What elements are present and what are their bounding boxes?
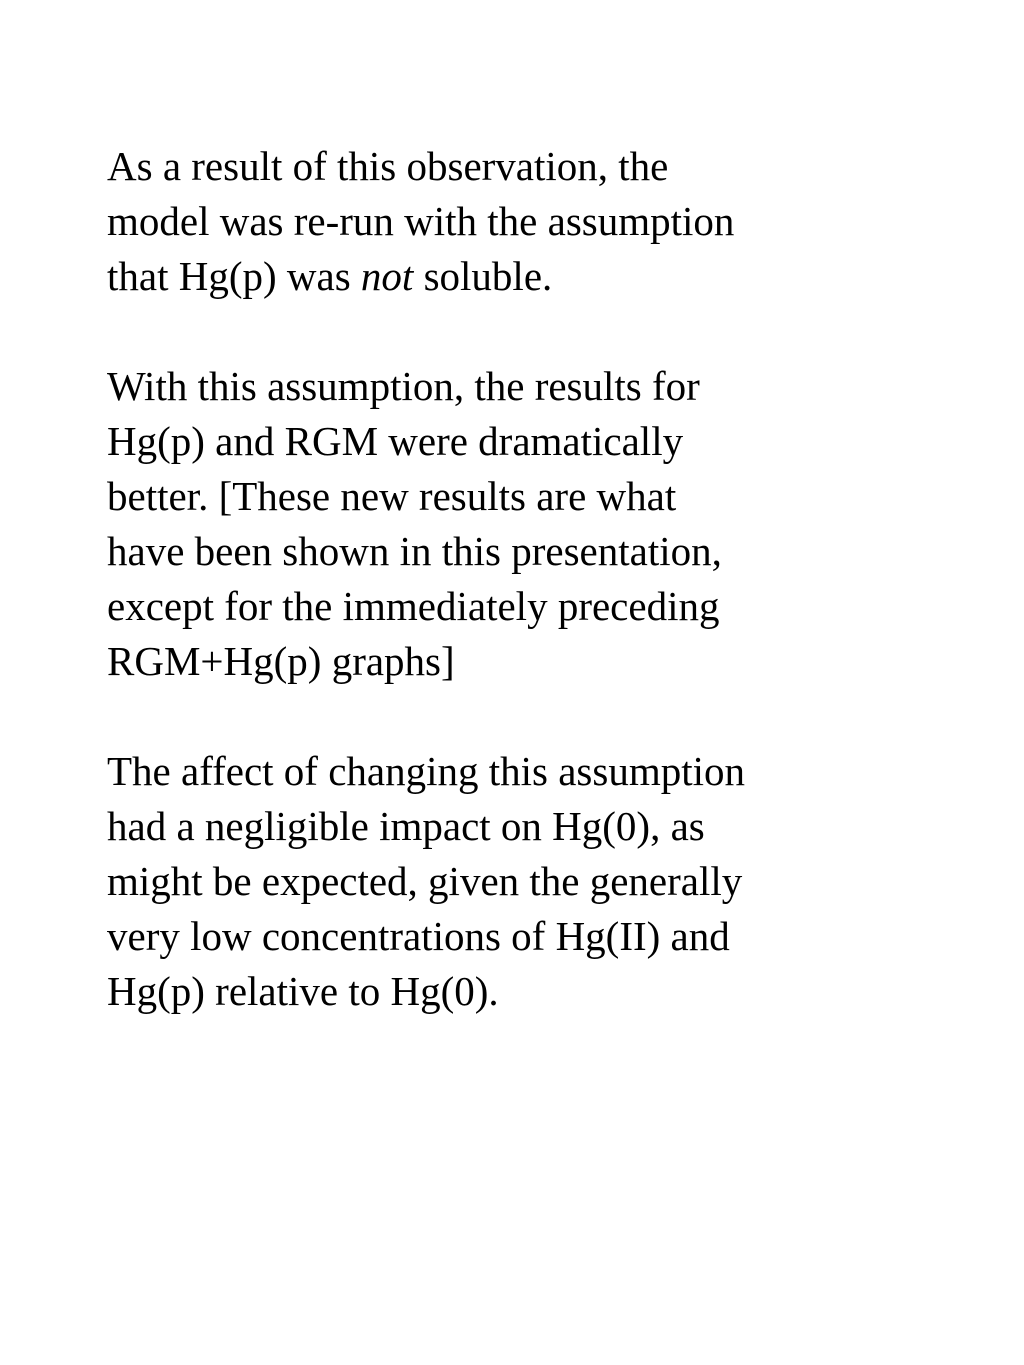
paragraph-3-line: The affect of changing this assumption: [107, 748, 746, 794]
paragraph-3-line: might be expected, given the generally: [107, 858, 743, 904]
paragraph-1-line-2: model was re-run with the assumption: [107, 198, 735, 244]
paragraph-3-line: Hg(p) relative to Hg(0).: [107, 968, 499, 1014]
text-block: [107, 139, 867, 1019]
paragraph-2-line: Hg(p) and RGM were dramatically: [107, 418, 684, 464]
paragraph-2-line: RGM+Hg(p) graphs]: [107, 638, 455, 684]
paragraph-3-line: had a negligible impact on Hg(0), as: [107, 803, 705, 849]
paragraph-1-line-1: As a result of this observation, the: [107, 143, 669, 189]
paragraph-spacer: [107, 304, 867, 359]
paragraph-1-line-3-start: that Hg(p) was: [107, 253, 361, 299]
paragraph-2-line: With this assumption, the results for: [107, 363, 700, 409]
paragraph-2-line: except for the immediately preceding: [107, 583, 720, 629]
paragraph-1: [107, 139, 867, 304]
paragraph-2-line: have been shown in this presentation,: [107, 528, 722, 574]
paragraph-1-line-3-end: soluble.: [413, 253, 553, 299]
paragraph-1-line-3: [107, 249, 867, 304]
paragraph-spacer: [107, 689, 867, 744]
emphasized-word: not: [360, 253, 414, 299]
paragraph-2-line: better. [These new results are what: [107, 473, 677, 519]
paragraph-2: [107, 359, 867, 689]
paragraph-3-line: very low concentrations of Hg(II) and: [107, 913, 730, 959]
paragraph-3: [107, 744, 867, 1019]
